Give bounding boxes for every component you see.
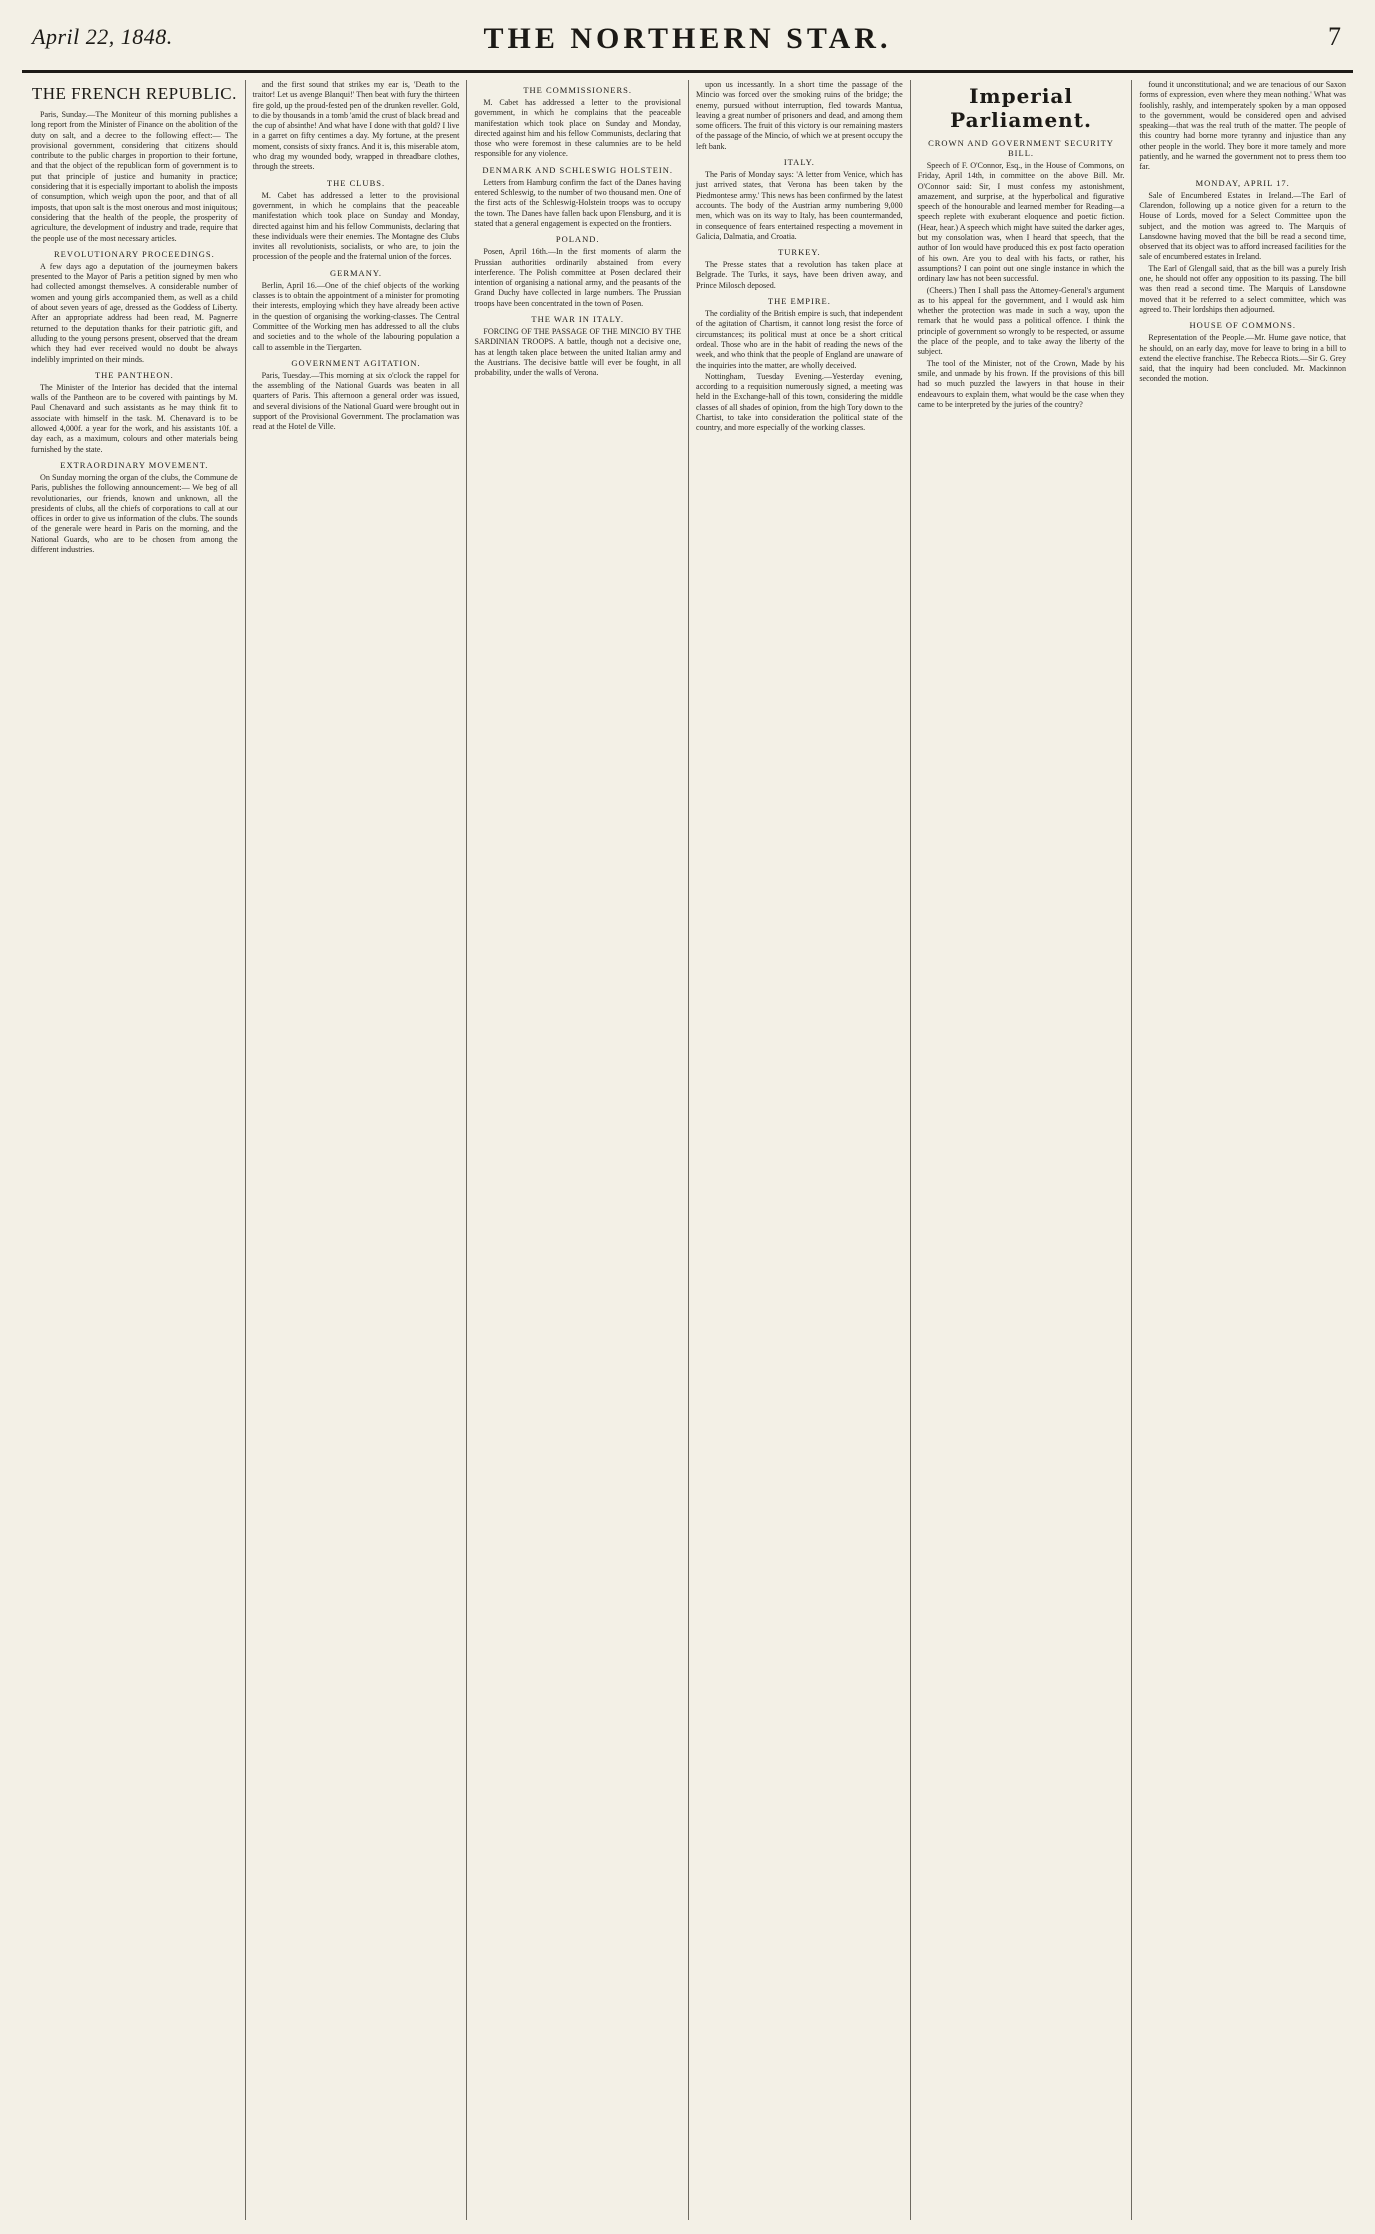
article-text: The Minister of the Interior has decided that the internal walls of the Pantheon are to be covered with paintings by M. Paul Chenavard and such assistants as he may think fit to associate with himself in the task. M. Chenavard is to be allowed 4,000f. a year for the work, and his assistants 10f. a day each, as a maximum, colours and other materials being furnished by the state. [31,382,238,454]
section-subhead: GOVERNMENT AGITATION. [291,357,421,368]
article-text: On Sunday morning the organ of the clubs, the Commune de Paris, publishes the following announcement:— We beg of all revolutionaries, our friends, known and unknown, all the presidents of clubs, all the chiefs of corporations to call at our offices in order to give us information of the clubs. The sounds of the generale were heard in Paris on the morning, and the National Guards, who are to be chosen from among the different industries. [31,472,238,554]
column-1 [24,80,246,2220]
column-heading: Imperial Parliament. [950,84,1092,132]
article-text: M. Cabet has addressed a letter to the provisional government, in which he complains that the peaceable manifestation which took place on Sunday and Monday, directed against him and his fellow Communists, declaring that those who were foremost in these calumnies are to be held responsible for any violence. [474,98,682,159]
article-text: The tool of the Minister, not of the Crown, Made by his smile, and unmade by his frown. If the provisions of this bill had so much puzzled the lawyers in that house in their endeavours to explain them, what would be the case when they came to be interpreted by the juries of the country? [917,358,1125,409]
column-3 [467,80,689,2220]
article-text: M. Cabet has addressed a letter to the provisional government, in which he complains that the peaceable manifestation which took place on Sunday and Monday, directed against him and his fellow Communists, declaring that these individuals were their enemies. The Montagne des Clubs invites all revolutionists, socialists, or who are, to join the procession of the people and the fraternal union of the forces. [252,190,460,262]
section-subhead: ITALY. [783,157,815,168]
article-text: FORCING OF THE PASSAGE OF THE MINCIO BY THE SARDINIAN TROOPS. A battle, though not a decisive one, has at length taken place between the united Italian army and the Austrians. The decisive battle will ever be fought, in all probability, under the walls of Verona. [474,327,682,378]
article-text: Nottingham, Tuesday Evening.—Yesterday evening, according to a requisition numerously signed, a meeting was held in the Exchange-hall of this town, considering the middle classes of all shades of opinion, from the high Tory down to the Chartist, to take into consideration the political state of the country, and more especially of the working classes. [696,371,903,433]
column-2 [246,80,468,2220]
section-subhead: THE EMPIRE. [767,296,831,307]
article-text: The Earl of Glengall said, that as the bill was a purely Irish one, he should not offer any opposition to its passing. The bill was then read a second time. The Marquis of Lansdowne moved that it be referred to a select committee, which was agreed to. Their lordships then adjourned. [1139,263,1347,314]
newspaper-title: THE NORTHERN STAR. [483,22,892,55]
article-text: The Paris of Monday says: 'A letter from Venice, which has just arrived states, that Verona has been taken by the Piedmontese army.' This news has been confirmed by the latest accounts. The body of the Austrian army numbering 9,000 men, which was on its way to Italy, has been countermanded, in consequence of fears entertained respecting a movement in Galicia, Dalmatia, and Croatia. [696,170,903,241]
article-text: Paris, Tuesday.—This morning at six o'clock the rappel for the assembling of the National Guards was beaten in all quarters of Paris. This afternoon a general order was issued, and several divisions of the National Guard were brought out in support of the Provisional Government. The proclamation was read at the Hotel de Ville. [252,370,460,432]
section-subhead: HOUSE OF COMMONS. [1189,320,1296,331]
section-subhead: EXTRAORDINARY MOVEMENT. [60,459,209,470]
article-text: (Cheers.) Then I shall pass the Attorney-General's argument as to his appeal for the government, and I would ask him whether the protection was made in such a way, upon the remark that he would pass a political offence. I think the principle of government so wrongly to be respected, or assume the place of the people, and to take away the liberty of the subject. [917,285,1125,357]
article-text: upon us incessantly. In a short time the passage of the Mincio was forced over the smoking ruins of the bridge; the enemy, pursued without interruption, fled towards Mantua, leaving a great number of prisoners and dead, and among them some officers. The fruit of this victory is our remaining masters of the passage of the Mincio, of which we at present occupy the left bank. [696,80,903,151]
column-heading: THE FRENCH REPUBLIC. [31,84,237,103]
section-subhead: DENMARK AND SCHLESWIG HOLSTEIN. [482,164,673,175]
masthead [22,8,1353,64]
section-subhead: MONDAY, APRIL 17. [1195,177,1290,188]
article-text: Berlin, April 16.—One of the chief objects of the working classes is to obtain the appointment of a minister for promoting their interests, employing which they have already been active in the question of organising the working-classes. The Central Committee of the Working men has addressed to all the clubs and societies and to the whole of the labouring population a call to assemble in the Tiergarten. [252,280,460,352]
issue-date: April 22, 1848. [32,24,173,49]
article-text: Sale of Encumbered Estates in Ireland.—The Earl of Clarendon, following up a notice given for a return to the House of Lords, moved for a Select Committee upon the subject, and the motion was agreed to. The Marquis of Lansdowne having moved that the bill be read a second time, observed that its object was to afford increased facilities for the sale of encumbered estates in Ireland. [1139,190,1347,262]
section-subhead: GERMANY. [330,267,383,278]
article-text: Speech of F. O'Connor, Esq., in the House of Commons, on Friday, April 14th, in committee on the above Bill. Mr. O'Connor said: Sir, I must confess my astonishment, amazement, and surprise, at the hyperbolical and figurative speech of the honourable and learned member for Reading—a speech replete with exuberant eloquence and poetic fiction. (Hear, hear.) A speech which might have suited the darker ages, but my consolation was, when I heard that speech, that the author of Ion would have produced this ex post facto operation of his own. Are you to deal with his facts, or rather, his assumptions? I can point out one single instance in which the ordinary law has not been successful. [917,161,1125,284]
article-text: The cordiality of the British empire is such, that independent of the agitation of Chartism, it cannot long resist the force of circumstances; its political must at once be a short critical ordeal. Those who are in the habit of reading the news of the week, and who think that the people of England are unaware of the inquiries into the matter, are wholly deceived. [696,309,903,370]
article-text: and the first sound that strikes my ear is, 'Death to the traitor! Let us avenge Blanqui!' Then beat with fury the thirteen fire gold, up the proud-fested pen of the drunken reveller. Gold, to die by thousands in a tomb 'amid the crust of black bread and the cup of absinthe! And what have I done with that gold? I live in a garret on fifty centimes a day. My fortune, at the present moment, consists of sixty francs. And it is, this miserable atom, who drag my wounded body, wrapped in threadbare clothes, through the streets. [252,80,460,172]
section-subhead: THE COMMISSIONERS. [523,85,633,95]
article-text: Letters from Hamburg confirm the fact of the Danes having entered Schleswig, to the number of two thousand men. One of the first acts of the Schleswig-Holstein troops was to occupy the town. The Danes have fallen back upon Flensburg, and it is stated that a general engagement is expected on the frontiers. [474,177,682,228]
masthead-rule [22,70,1353,73]
article-text: Representation of the People.—Mr. Hume gave notice, that he should, on an early day, move for leave to bring in a bill to extend the elective franchise. The Rebecca Riots.—Sir G. Grey said, that the inquiry had been concluded. Mr. Mackinnon seconded the motion. [1139,333,1347,384]
article-text: Paris, Sunday.—The Moniteur of this morning publishes a long report from the Minister of Finance on the abolition of the duty on salt, and a decree to the following effect:— The provisional government, considering that citizens should contribute to the public charges in proportion to their fortune, and that the object of the republican form of government is to put that principle of justice and humanity in practice; considering that it is especially important to abolish the imposts of consumption, which weigh upon the poor, and that of all imposts, that upon salt is the most onerous and most iniquitous; considering that the health of the people, the prosperity of agriculture, the development of industry and trade, require that the people use of the most necessary articles. [31,110,238,243]
section-subhead: REVOLUTIONARY PROCEEDINGS. [53,248,215,259]
article-text: Posen, April 16th.—In the first moments of alarm the Prussian authorities ordinarily abstained from every interference. The Polish committee at Posen declared their intention of organising a national army, and the peasants of the Grand Duchy have collected in large numbers. The Prussian troops have been concentrated in the town of Posen. [474,247,682,308]
column-5 [911,80,1133,2220]
article-text: The Presse states that a revolution has taken place at Belgrade. The Turks, it says, have been driven away, and Prince Milosch deposed. [696,260,903,290]
columns-container [24,80,1353,2220]
section-subhead: CROWN AND GOVERNMENT SECURITY BILL. [928,138,1114,158]
column-6 [1132,80,1353,2220]
column-4 [689,80,911,2220]
section-subhead: POLAND. [555,234,600,245]
page-number: 7 [1328,22,1341,51]
section-subhead: THE CLUBS. [326,177,386,188]
article-text: found it unconstitutional; and we are tenacious of our Saxon forms of expression, even where they mean nothing.' What was foolishly, rashly, and intemperately spoken by a man opposed to the government, would be considered open and advised speaking—that was the real truth of the matter. The people of this country had borne more tyranny and injustice than any other people in the world. They bore it more tamely and more patiently, and he warned the government not to press them too far. [1139,80,1347,172]
article-text: A few days ago a deputation of the journeymen bakers presented to the Mayor of Paris a petition signed by men who had collected amongst themselves. A considerable number of women and young girls accompanied them, as well as a child of about seven years of age, dressed as the Goddess of Liberty. After an appropriate address had been read, M. Pagnerre returned to the deputation thanks for their patriotic gift, and alluding to the young persons present, observed that the dream which they had ever received would no doubt be always indelibly imprinted on their minds. [31,261,238,364]
section-subhead: THE PANTHEON. [94,369,174,380]
section-subhead: TURKEY. [778,247,821,258]
section-subhead: THE WAR IN ITALY. [531,314,624,325]
